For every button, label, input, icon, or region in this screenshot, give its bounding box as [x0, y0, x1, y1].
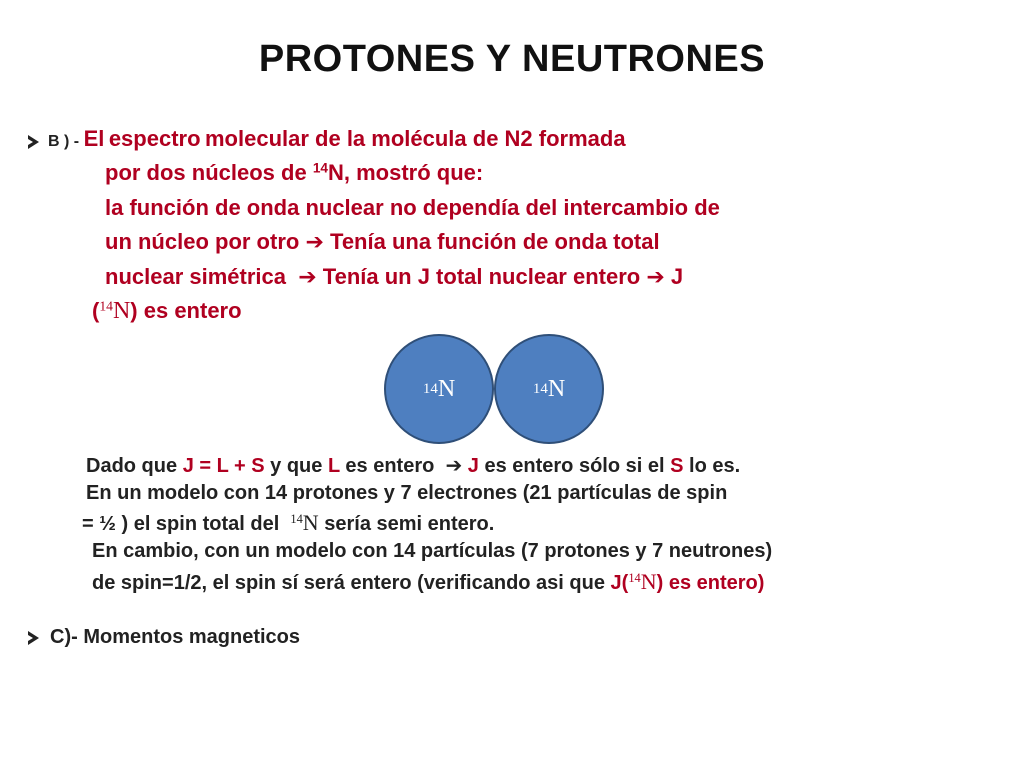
- p5-n: N: [640, 569, 657, 594]
- section-b-line-5: [105, 264, 683, 290]
- nucleus-right-label: N: [547, 375, 566, 402]
- line5-pre: nuclear simétrica: [105, 264, 286, 289]
- p1-h: S: [670, 455, 684, 477]
- p5-sup: 14: [628, 571, 641, 586]
- line4-post: Tenía una función de onda total: [330, 229, 660, 254]
- p1-d: L: [327, 455, 340, 477]
- section-b-line-6: [92, 298, 242, 325]
- paragraph-line-3: [82, 510, 494, 536]
- line2-pre: por dos núcleos de: [105, 160, 307, 185]
- section-b-line-1: [48, 126, 626, 152]
- implies-arrow-icon: ➔: [298, 265, 317, 290]
- p1-c: y que: [270, 455, 323, 477]
- line2-sup: 14: [312, 160, 328, 176]
- line6-sup: 14: [99, 298, 113, 314]
- paragraph-line-2: En un modelo con 14 protones y 7 electrones (21 partículas de spin: [86, 482, 728, 504]
- line5-j: J: [670, 264, 684, 289]
- nucleus-circle-right: [494, 334, 604, 444]
- section-b-label: B ) -: [48, 133, 80, 150]
- line1-rest: molecular de la molécula de N2 formada: [204, 126, 626, 151]
- nucleus-left-label: N: [437, 375, 456, 402]
- line4-pre: un núcleo por otro: [105, 229, 300, 254]
- section-b-line-3: la función de onda nuclear no dependía del intercambio de: [105, 195, 720, 220]
- page-title: PROTONES Y NEUTRONES: [258, 38, 766, 80]
- p5-c: ) es entero): [656, 572, 765, 594]
- p1-b: J = L + S: [182, 455, 265, 477]
- line6-open: (: [92, 298, 100, 323]
- p5-a: de spin=1/2, el spin sí será entero (verificando asi que: [92, 572, 605, 594]
- bullet-arrow-icon: [28, 631, 39, 645]
- bullet-arrow-icon: [28, 135, 39, 149]
- line5-mid: Tenía un J total nuclear entero: [322, 264, 641, 289]
- line6-n: N: [112, 298, 131, 324]
- implies-arrow-icon: ➔: [445, 453, 463, 477]
- p1-g: es entero sólo si el: [484, 455, 665, 477]
- p5-b: J(: [610, 572, 629, 594]
- paragraph-line-5: [92, 569, 764, 595]
- section-b-line-4: [105, 229, 660, 255]
- el-word: El: [83, 126, 105, 151]
- nucleus-right-sup: 14: [532, 380, 548, 397]
- p1-i: lo es.: [689, 455, 741, 477]
- line2-post: N, mostró que:: [327, 160, 484, 185]
- line6-close: ) es entero: [130, 298, 242, 323]
- implies-arrow-icon: ➔: [305, 230, 324, 255]
- p3-a: = ½ ) el spin total del: [82, 513, 280, 535]
- p3-sup: 14: [290, 512, 303, 527]
- paragraph-line-4: En cambio, con un modelo con 14 partículas (7 protones y 7 neutrones): [92, 540, 773, 562]
- nucleus-circle-left: [384, 334, 494, 444]
- p1-f: J: [467, 455, 479, 477]
- p3-b: sería semi entero.: [324, 513, 495, 535]
- espectro-word: espectro: [108, 126, 201, 151]
- p3-n: N: [302, 510, 319, 535]
- section-c-title: C)- Momentos magneticos: [50, 626, 301, 648]
- section-b-line-2: [105, 160, 483, 186]
- nucleus-left-sup: 14: [422, 380, 438, 397]
- p1-e: es entero: [345, 455, 435, 477]
- implies-arrow-icon: ➔: [646, 265, 665, 290]
- p1-a: Dado que: [86, 455, 178, 477]
- paragraph-line-1: [86, 453, 740, 478]
